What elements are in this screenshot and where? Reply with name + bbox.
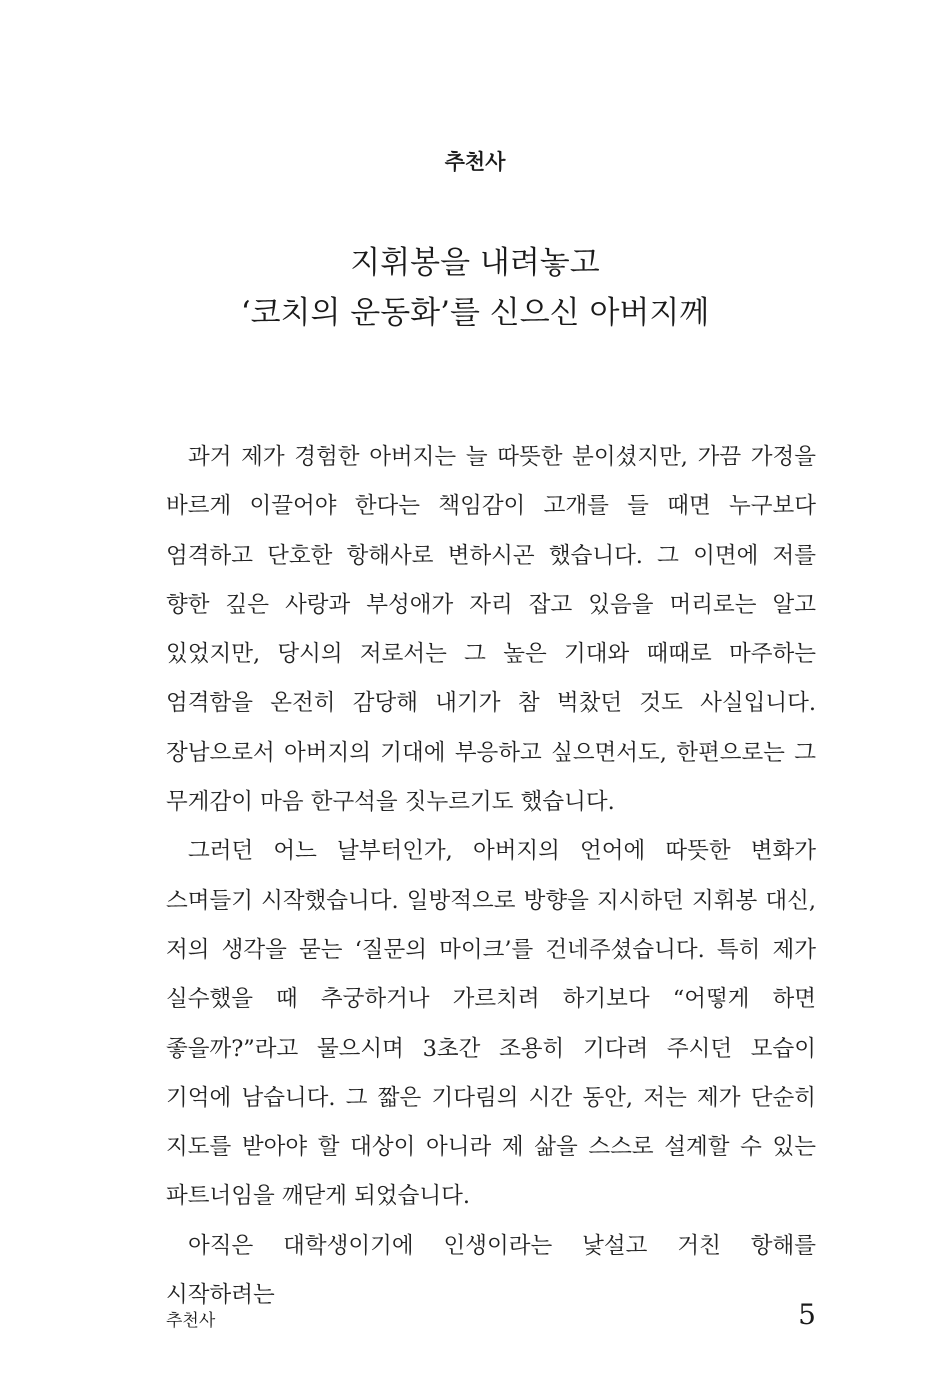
paragraph-1: 과거 제가 경험한 아버지는 늘 따뜻한 분이셨지만, 가끔 가정을 바르게 이끌어야 한다는 책임감이 고개를 들 때면 누구보다 엄격하고 단호한 항해사로 변하시곤 했습니다. 그 이면에 저를 향한 깊은 사랑과 부성애가 자리 잡고 있음을 머리로는 알고 있었지만, 당시의 저로서는 그 높은 기대와 때때로 마주하는 엄격함을 온전히 감당해 내기가 참 벅찼던 것도 사실입니다. 장남으로서 아버지의 기대에 부응하고 싶으면서도, 한편으로는 그 무게감이 마음 한구석을 짓누르기도 했습니다.: [166, 444, 816, 816]
paragraph-2: 그러던 어느 날부터인가, 아버지의 언어에 따뜻한 변화가 스며들기 시작했습니다. 일방적으로 방향을 지시하던 지휘봉 대신, 저의 생각을 묻는 ‘질문의 마이크’를 건네주셨습니다. 특히 제가 실수했을 때 추궁하거나 가르치려 하기보다 “어떻게 하면 좋을까?”라고 물으시며 3초간 조용히 기다려 주시던 모습이 기억에 남습니다. 그 짧은 기다림의 시간 동안, 저는 제가 단순히 지도를 받아야 할 대상이 아니라 제 삶을 스스로 설계할 수 있는 파트너임을 깨닫게 되었습니다.: [166, 838, 816, 1210]
title-line-2: ‘코치의 운동화’를 신으신 아버지께: [240, 295, 710, 331]
section-label: 추천사: [444, 150, 506, 174]
title-line-1: 지휘봉을 내려놓고: [350, 245, 600, 281]
body-text: [166, 433, 816, 1320]
page-title: [0, 238, 950, 338]
paragraph-3: 아직은 대학생이기에 인생이라는 낯설고 거친 항해를 시작하려는: [166, 1232, 816, 1309]
page-number: 5: [798, 1298, 816, 1331]
footer-section-label: 추천사: [166, 1311, 216, 1331]
